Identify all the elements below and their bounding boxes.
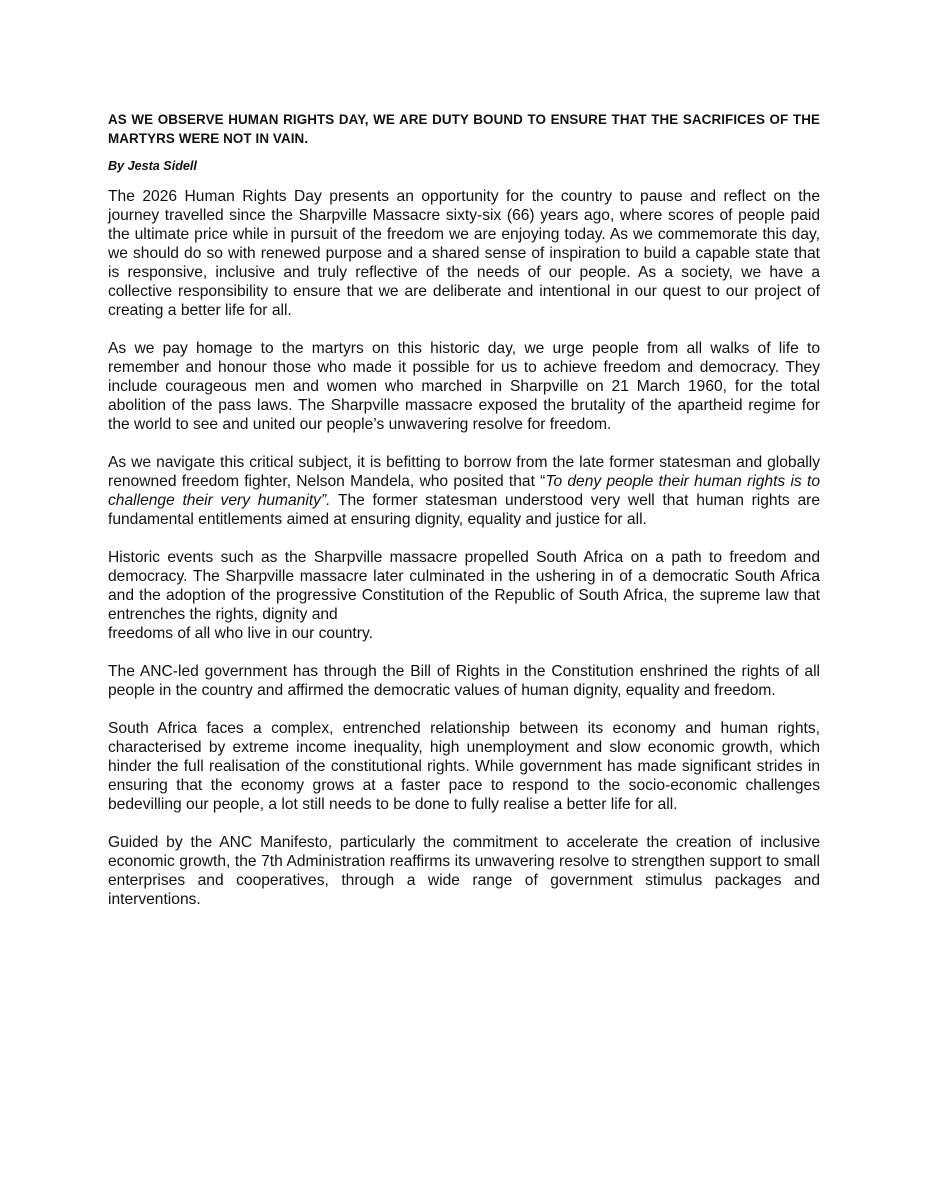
paragraph-manifesto: Guided by the ANC Manifesto, particularly the commitment to accelerate the creation of inclusive economic growth, the 7th Administration reaffirms its unwavering resolve to strengthen support to small enterprises and cooperatives, through a wide range of government stimulus packages and interventions. <box>108 834 820 908</box>
mandela-text-after: The former statesman understood very well that human rights are fundamental entitlements aimed at ensuring dignity, equality and justice for all. <box>108 492 820 528</box>
paragraph-history <box>108 548 820 643</box>
paragraph-mandela <box>108 453 820 529</box>
paragraph-economy: South Africa faces a complex, entrenched relationship between its economy and human rights, characterised by extreme income inequality, high unemployment and slow economic growth, which hinder the full realisation of the constitutional rights. While government has made significant strides in ensuring that the economy grows at a faster pace to respond to the socio-economic challenges bedevilling our people, a lot still needs to be done to fully realise a better life for all. <box>108 720 820 813</box>
mandela-text-before: As we navigate this critical subject, it is befitting to borrow from the late former statesman and globally renowned freedom fighter, Nelson Mandela, who posited that “ <box>108 454 820 490</box>
document-page <box>108 110 820 928</box>
history-text-part1: Historic events such as the Sharpville massacre propelled South Africa on a path to freedom and democracy. The Sharpville massacre later culminated in the ushering in of a democratic South Africa and the adoption of the progressive Constitution of the Republic of South Africa, the supreme law that entrenches the rights, dignity and <box>108 549 820 623</box>
paragraph-intro: The 2026 Human Rights Day presents an opportunity for the country to pause and reflect on the journey travelled since the Sharpville Massacre sixty-six (66) years ago, where scores of people paid the ultimate price while in pursuit of the freedom we are enjoying today. As we commemorate this day, we should do so with renewed purpose and a shared sense of inspiration to build a capable state that is responsive, inclusive and truly reflective of the needs of our people. As a society, we have a collective responsibility to ensure that we are deliberate and intentional in our quest to our project of creating a better life for all. <box>108 188 820 319</box>
mandela-quote: To deny people their human rights is to challenge their very humanity”. <box>108 473 820 509</box>
byline: By Jesta Sidell <box>108 159 197 173</box>
headline: AS WE OBSERVE HUMAN RIGHTS DAY, WE ARE DUTY BOUND TO ENSURE THAT THE SACRIFICES OF THE MARTYRS WERE NOT IN VAIN. <box>108 112 820 146</box>
paragraph-bill-of-rights: The ANC-led government has through the Bill of Rights in the Constitution enshrined the rights of all people in the country and affirmed the democratic values of human dignity, equality and freedom. <box>108 663 820 699</box>
paragraph-homage: As we pay homage to the martyrs on this historic day, we urge people from all walks of life to remember and honour those who made it possible for us to achieve freedom and democracy. They include courageous men and women who marched in Sharpville on 21 March 1960, for the total abolition of the pass laws. The Sharpville massacre exposed the brutality of the apartheid regime for the world to see and united our people’s unwavering resolve for freedom. <box>108 340 820 433</box>
history-text-part2: freedoms of all who live in our country. <box>108 625 373 642</box>
